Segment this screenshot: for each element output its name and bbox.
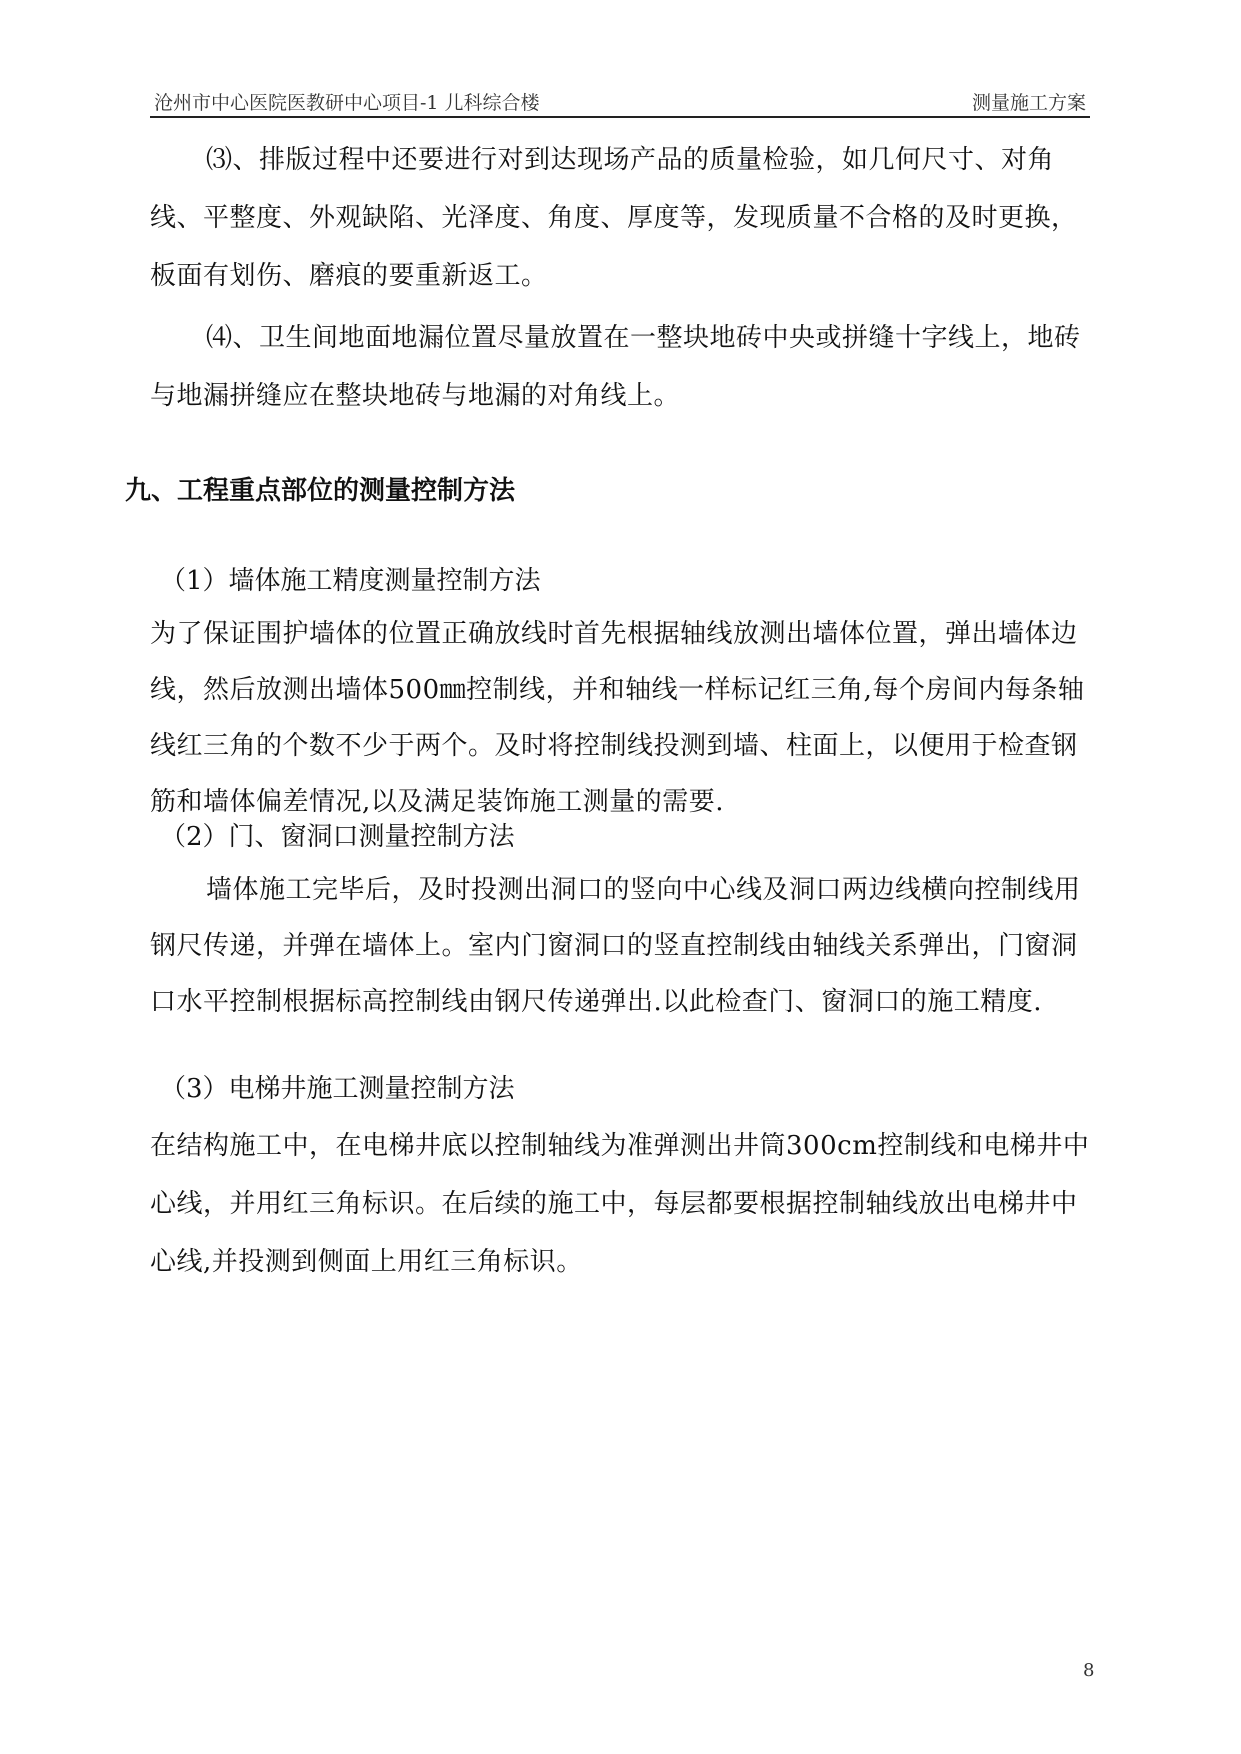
subsection-title-3: （3）电梯井施工测量控制方法 [160, 1074, 515, 1104]
page-number: 8 [1083, 1660, 1095, 1681]
paragraph-item-3: ⑶、排版过程中还要进行对到达现场产品的质量检验，如几何尺寸、对角线、平整度、外观缺陷、光泽度、角度、厚度等，发现质量不合格的及时更换，板面有划伤、磨痕的要重新返工。 [150, 145, 1078, 291]
header-project-title: 沧州市中心医院医教研中心项目-1 儿科综合楼 [154, 92, 540, 114]
section-heading: 九、工程重点部位的测量控制方法 [125, 476, 516, 506]
subsection-body-1: 为了保证围护墙体的位置正确放线时首先根据轴线放测出墙体位置，弹出墙体边线，然后放测出墙体500㎜控制线，并和轴线一样标记红三角,每个房间内每条轴线红三角的个数不少于两个。及时将控制线投测到墙、柱面上，以便用于检查钢筋和墙体偏差情况,以及满足装饰施工测量的需要. [150, 619, 1085, 817]
subsection-title-2: （2）门、窗洞口测量控制方法 [160, 822, 515, 852]
subsection-title-1: （1）墙体施工精度测量控制方法 [160, 566, 541, 596]
page-header [150, 86, 1090, 118]
paragraph-item-4: ⑷、卫生间地面地漏位置尽量放置在一整块地砖中央或拼缝十字线上，地砖与地漏拼缝应在整块地砖与地漏的对角线上。 [150, 323, 1081, 411]
subsection-body-3: 在结构施工中，在电梯井底以控制轴线为准弹测出井筒300cm控制线和电梯井中心线，并用红三角标识。在后续的施工中，每层都要根据控制轴线放出电梯井中心线,并投测到侧面上用红三角标识。 [150, 1131, 1090, 1277]
header-document-title: 测量施工方案 [971, 92, 1086, 114]
subsection-body-2: 墙体施工完毕后，及时投测出洞口的竖向中心线及洞口两边线横向控制线用钢尺传递，并弹在墙体上。室内门窗洞口的竖直控制线由轴线关系弹出，门窗洞口水平控制根据标高控制线由钢尺传递弹出.以此检查门、窗洞口的施工精度. [150, 875, 1081, 1017]
